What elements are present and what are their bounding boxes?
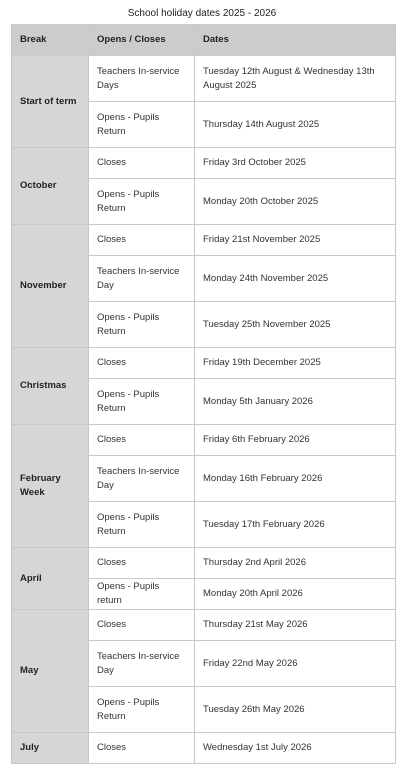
header-opens-closes: Opens / Closes (89, 25, 195, 56)
opens-closes-cell: Opens - Pupils Return (89, 102, 195, 148)
break-label: May (12, 610, 89, 733)
opens-closes-cell: Closes (89, 733, 195, 764)
break-label: October (12, 148, 89, 225)
date-cell: Tuesday 12th August & Wednesday 13th August 2025 (195, 56, 396, 102)
holiday-dates-table (11, 24, 396, 764)
opens-closes-cell: Closes (89, 348, 195, 379)
break-label: Christmas (12, 348, 89, 425)
opens-closes-cell: Closes (89, 548, 195, 579)
date-cell: Friday 3rd October 2025 (195, 148, 396, 179)
date-cell: Thursday 21st May 2026 (195, 610, 396, 641)
date-cell: Friday 6th February 2026 (195, 425, 396, 456)
date-cell: Tuesday 17th February 2026 (195, 502, 396, 548)
opens-closes-cell: Opens - Pupils Return (89, 179, 195, 225)
date-cell: Monday 20th October 2025 (195, 179, 396, 225)
opens-closes-cell: Opens - Pupils Return (89, 379, 195, 425)
opens-closes-cell: Teachers In-service Days (89, 56, 195, 102)
break-label: Start of term (12, 56, 89, 148)
date-cell: Monday 16th February 2026 (195, 456, 396, 502)
opens-closes-cell: Teachers In-service Day (89, 456, 195, 502)
opens-closes-cell: Opens - Pupils return (89, 579, 195, 610)
date-cell: Thursday 14th August 2025 (195, 102, 396, 148)
date-cell: Tuesday 26th May 2026 (195, 687, 396, 733)
break-label: November (12, 225, 89, 348)
date-cell: Wednesday 1st July 2026 (195, 733, 396, 764)
header-row (12, 25, 396, 56)
opens-closes-cell: Opens - Pupils Return (89, 502, 195, 548)
opens-closes-cell: Closes (89, 610, 195, 641)
opens-closes-cell: Closes (89, 425, 195, 456)
table-caption: School holiday dates 2025 - 2026 (127, 8, 277, 19)
date-cell: Monday 20th April 2026 (195, 579, 396, 610)
table-row (12, 425, 396, 456)
header-break: Break (12, 25, 89, 56)
opens-closes-cell: Opens - Pupils Return (89, 687, 195, 733)
opens-closes-cell: Teachers In-service Day (89, 641, 195, 687)
break-label: April (12, 548, 89, 610)
table-row (12, 225, 396, 256)
table-row (12, 56, 396, 102)
date-cell: Friday 19th December 2025 (195, 348, 396, 379)
table-row (12, 548, 396, 579)
date-cell: Thursday 2nd April 2026 (195, 548, 396, 579)
break-label: February Week (12, 425, 89, 548)
table-row (12, 348, 396, 379)
opens-closes-cell: Closes (89, 148, 195, 179)
opens-closes-cell: Teachers In-service Day (89, 256, 195, 302)
date-cell: Friday 22nd May 2026 (195, 641, 396, 687)
opens-closes-cell: Closes (89, 225, 195, 256)
date-cell: Friday 21st November 2025 (195, 225, 396, 256)
date-cell: Monday 24th November 2025 (195, 256, 396, 302)
table-row (12, 733, 396, 764)
header-dates: Dates (195, 25, 396, 56)
break-label: July (12, 733, 89, 764)
date-cell: Tuesday 25th November 2025 (195, 302, 396, 348)
date-cell: Monday 5th January 2026 (195, 379, 396, 425)
table-row (12, 610, 396, 641)
table-row (12, 148, 396, 179)
opens-closes-cell: Opens - Pupils Return (89, 302, 195, 348)
